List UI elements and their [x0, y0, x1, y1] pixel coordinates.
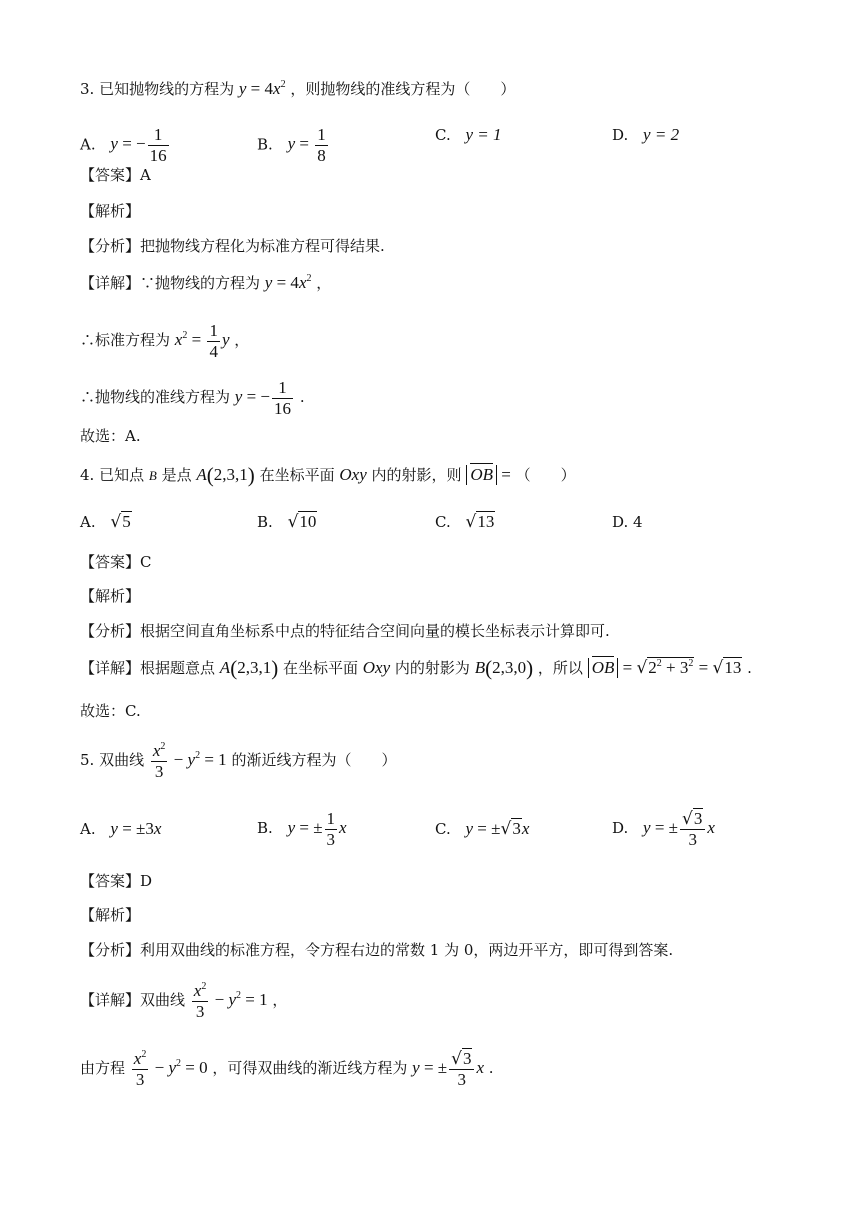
q3-option-c: C. y = 1: [435, 125, 502, 144]
q5-option-b: B. y = ± $\frac{1}{3}$ x: [257, 808, 347, 849]
q4-analysis-heading: 【解析】: [80, 587, 141, 605]
q5-analysis-heading: 【解析】: [80, 906, 141, 924]
q3-directrix: ∴抛物线的准线方程为 y = − $\frac{1}{16}$ .: [80, 377, 305, 418]
q5-stem: 5. 双曲线 $\frac{x^2}{3}$ − $y^2 = 1$ 的渐近线方程为（ ）: [80, 740, 397, 781]
q4-stem: 4. 已知点 B 是点 A(2,3,1) 在坐标平面 Oxy 内的射影，则 OB = （ ）: [80, 463, 576, 487]
q4-choice: 故选：C.: [80, 702, 141, 720]
q3-fenxi: 【分析】把抛物线方程化为标准方程可得结果.: [80, 237, 385, 255]
q5-xiangjie: 【详解】双曲线 $\frac{x^2}{3}$ − $y^2 = 1$ ，: [80, 980, 288, 1021]
q4-answer: 【答案】C: [80, 553, 152, 571]
q5-option-a: A. y = ±3x: [80, 819, 162, 838]
q3-choice: 故选：A.: [80, 427, 141, 445]
q5-fenxi: 【分析】利用双曲线的标准方程，令方程右边的常数 1 为 0，两边开平方，即可得到答案.: [80, 941, 674, 959]
q4-xiangjie: 【详解】根据题意点 A(2,3,1) 在坐标平面 Oxy 内的射影为 B(2,3,0) ，所以 OB = $√2^2 + 3^2 = √13$ .: [80, 656, 752, 680]
q3-standard-form: ∴标准方程为 $x^2$ = $\frac{1}{4}$ y ，: [80, 320, 250, 361]
q5-asymptote: 由方程 $\frac{x^2}{3}$ − $y^2 = 0$ ，可得双曲线的渐近线方程为 y = ± $\frac{√3}{3}$ x .: [80, 1048, 494, 1089]
q3-answer: 【答案】A: [80, 166, 151, 184]
q5-option-d: D. y = ± $\frac{√3}{3}$ x: [612, 808, 715, 849]
q3-option-b: B. y = $\frac{1}{8}$: [257, 125, 326, 165]
q3-stem: 3. 已知抛物线的方程为 $y = 4x^2$ ，则抛物线的准线方程为（ ）: [80, 79, 516, 98]
q3-option-d: D. y = 2: [612, 125, 680, 144]
q4-option-d: D. 4: [612, 513, 643, 531]
q4-fenxi: 【分析】根据空间直角坐标系中点的特征结合空间向量的模长坐标表示计算即可.: [80, 622, 610, 640]
q4-option-a: A. √5: [80, 512, 131, 532]
q3-xiangjie: 【详解】∵抛物线的方程为 $y = 4x^2$ ，: [80, 273, 332, 292]
q3-option-a: A. y = − $\frac{1}{16}$: [80, 125, 167, 165]
q3-parabola-equation: $y = 4x^2$: [238, 79, 286, 98]
q4-option-b: B. √10: [257, 512, 317, 532]
q5-answer: 【答案】D: [80, 872, 153, 890]
q5-option-c: C. y = ±√3x: [435, 819, 530, 839]
q3-analysis-heading: 【解析】: [80, 202, 141, 220]
q4-option-c: C. √13: [435, 512, 495, 532]
